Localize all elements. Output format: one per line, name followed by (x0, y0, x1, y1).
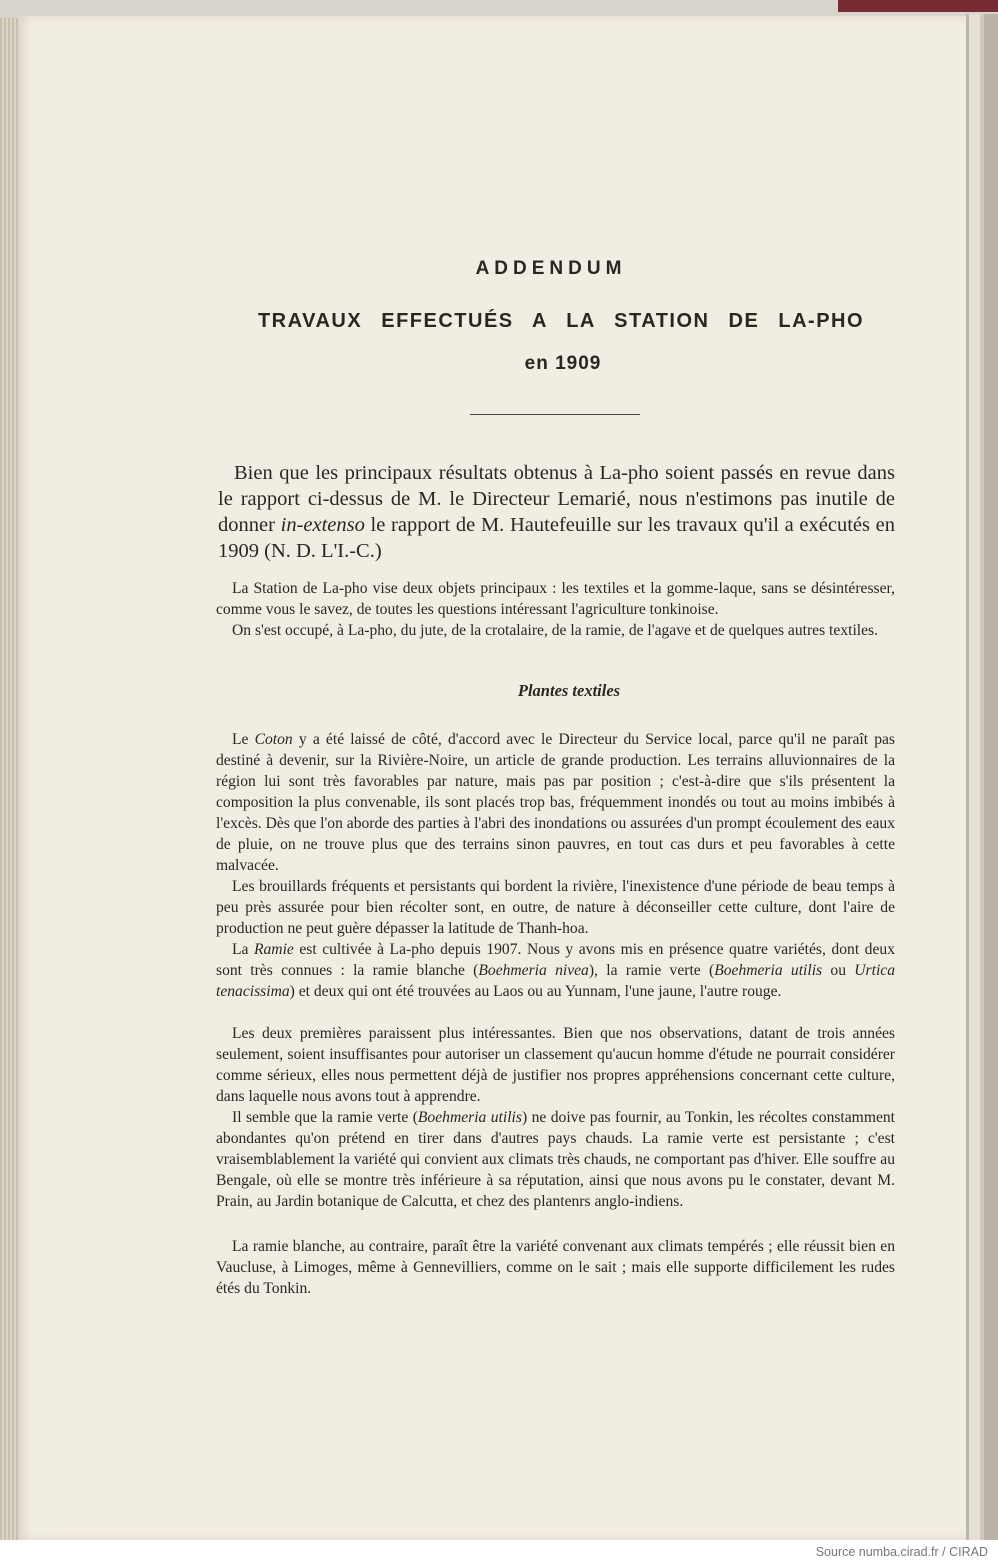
paragraph-ramie-verte (216, 1107, 895, 1212)
paragraph-observations: Les deux premières paraissent plus intéressantes. Bien que nos observations, datant de trois années seulement, soient insuffisantes pour autoriser un classement qu'aucun homme d'étude ne pourrait considérer comme sérieux, elles nous permettent déjà de justifier nos propres appréhensions concernant cette culture, dans laquelle nous avons tout à apprendre. (216, 1025, 895, 1105)
paragraph-brouillards: Les brouillards fréquents et persistants qui bordent la rivière, l'inexistence d'une période de beau temps à peu près assurée pour bien récolter sont, en outre, de nature à déconseiller cette culture, dont l'aire de production ne peut guère dépasser la latitude de Thanh-hoa. (216, 878, 895, 937)
paragraph-coton (216, 729, 895, 876)
text-span: Le (232, 731, 255, 748)
italic-term: Boehmeria utilis (417, 1109, 522, 1126)
text-span: Il semble que la ramie verte ( (232, 1109, 418, 1126)
text-span: La (232, 941, 254, 958)
red-cover-edge (838, 0, 998, 12)
addendum-heading: ADDENDUM (475, 258, 627, 279)
intro-italic: in-extenso (280, 514, 365, 536)
intro-paragraph (218, 460, 895, 564)
paragraph-1: La Station de La-pho vise deux objets principaux : les textiles et la gomme-laque, sans se désintéresser, comme vous le savez, de toutes les questions intéressant l'agriculture tonkinoise. (216, 580, 895, 618)
text-span: ) et deux qui ont été trouvées au Laos ou au Yunnam, l'une jaune, l'autre rouge. (289, 983, 782, 1000)
source-caption: Source numba.cirad.fr / CIRAD (815, 1545, 988, 1559)
divider-rule (470, 414, 640, 415)
year-subtitle: en 1909 (524, 353, 602, 374)
right-page-edges (966, 14, 998, 1540)
text-span: ), la ramie verte ( (588, 962, 715, 979)
italic-term: Boehmeria utilis (714, 962, 823, 979)
paragraph-ramie (216, 939, 895, 1002)
page-title: TRAVAUX EFFECTUÉS A LA STATION DE LA-PHO (257, 310, 865, 332)
section-heading: Plantes textiles (517, 681, 621, 700)
italic-term: Urtica tenacissima (216, 962, 895, 1000)
text-span: est cultivée à La-pho depuis 1907. Nous y avons mis en présence quatre variétés, dont deux sont très connues : la ramie blanche ( (216, 941, 895, 979)
italic-term: Boehmeria nivea (478, 962, 589, 979)
intro-text-1: Bien que les principaux résultats obtenus à La-pho soient passés en revue dans le rapport ci-dessus de M. le Directeur Lemarié, nous n'estimons pas inutile de donner (218, 462, 895, 536)
left-page-edges (0, 18, 20, 1540)
text-span: ou (822, 962, 855, 979)
text-span: y a été laissé de côté, d'accord avec le Directeur du Service local, parce qu'il ne paraît pas destiné à devenir, sur la Rivière-Noire, un article de grande production. Les terrains alluvionnaires de la région lui sont très favorables par nature, mais pas par position ; c'est-à-dire que s'ils présentent la composition la plus convenable, ils sont placés trop bas, fréquemment inondés ou tout au moins imbibés à l'excès. Dès que l'on aborde des parties à l'abri des inondations ou assurées d'un prompt écoulement des eaux de pluie, on ne trouve plus que des terrains sinon pauvres, en tout cas durs et peu favorables à cette malvacée. (216, 731, 895, 874)
text-span: ) ne doive pas fournir, au Tonkin, les récoltes constamment abondantes qu'on prétend en tirer dans d'autres pays chauds. La ramie verte est persistante ; c'est vraisemblablement la variété qui convient aux climats très chauds, ne comportant pas d'hiver. Elle souffre au Bengale, où elle se montre très inférieure à sa réputation, ainsi que nous avons pu le constater, devant M. Prain, au Jardin botanique de Calcutta, et chez des plantenrs anglo-indiens. (216, 1109, 895, 1210)
italic-term: Coton (254, 731, 293, 748)
paragraph-2: On s'est occupé, à La-pho, du jute, de la crotalaire, de la ramie, de l'agave et de quelques autres textiles. (232, 622, 878, 639)
paragraph-ramie-blanche: La ramie blanche, au contraire, paraît être la variété convenant aux climats tempérés ; elle réussit bien en Vaucluse, à Limoges, même à Gennevilliers, comme on le sait ; mais elle supporte difficilement les rudes étés du Tonkin. (216, 1238, 895, 1297)
italic-term: Ramie (253, 941, 294, 958)
intro-text-2: le rapport de M. Hautefeuille sur les travaux qu'il a exécutés en 1909 (N. D. L'I.-C.) (218, 514, 895, 562)
